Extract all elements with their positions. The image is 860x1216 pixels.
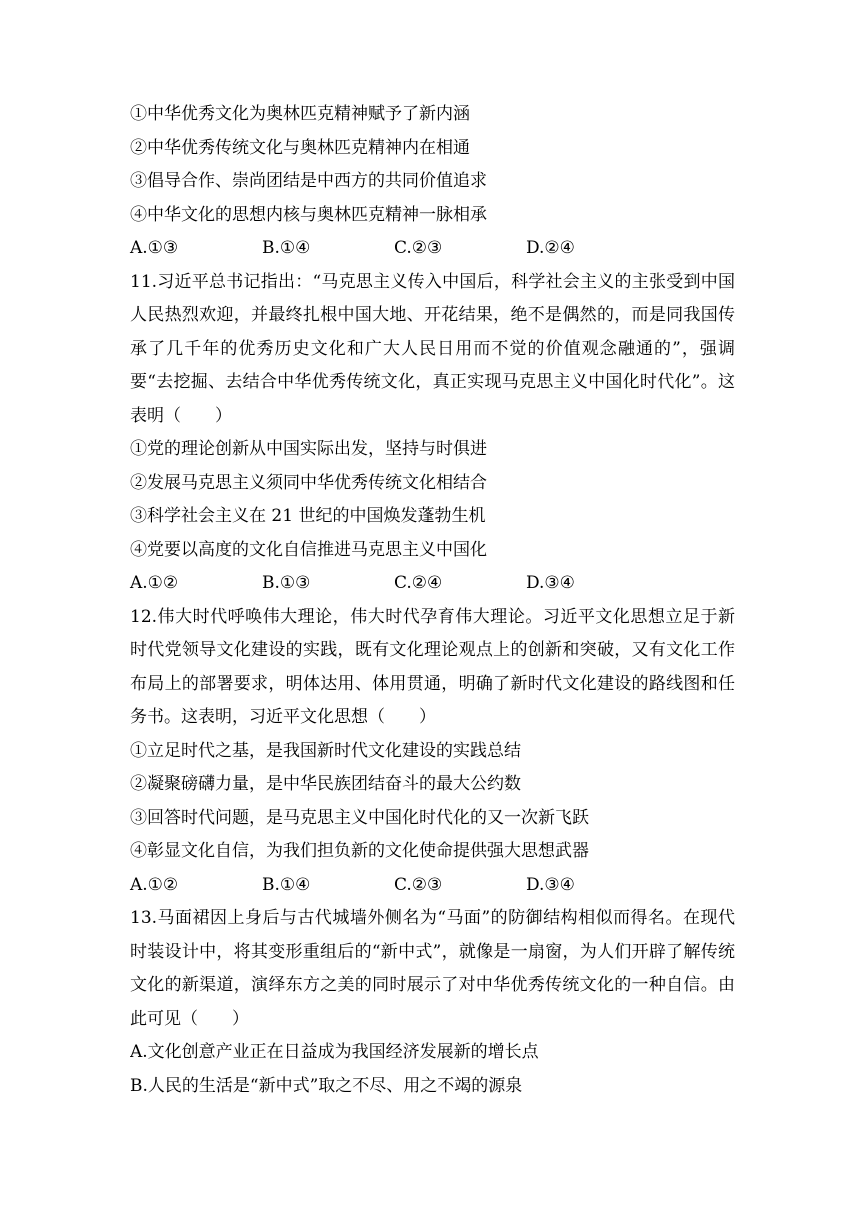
q12-choice-a: A.①② [130, 874, 179, 895]
q11-choice-c: C.②④ [394, 573, 443, 593]
q12-option-1: ①立足时代之基，是我国新时代文化建设的实践总结 [130, 740, 521, 761]
q13-option-a: A.文化创意产业正在日益成为我国经济发展新的增长点 [130, 1042, 539, 1062]
q12-option-4: ④彰显文化自信，为我们担负新的文化使命提供强大思想武器 [130, 841, 589, 861]
q11-option-1: ①党的理论创新从中国实际出发，坚持与时俱进 [130, 439, 487, 459]
q10-option-1: ①中华优秀文化为奥林匹克精神赋予了新内涵 [130, 104, 470, 124]
q13-stem: 13.马面裙因上身后与古代城墙外侧名为“马面”的防御结构相似而得名。在现代时装设计中，将其变形重组后的“新中式”，就像是一扇窗，为人们开辟了解传统文化的新渠道，演绎东方之美的同时展示了对中华优秀传统文化的一种自信。由此可见（ ） [130, 908, 735, 1029]
q10-choice-a: A.①③ [130, 238, 179, 258]
q12-choice-d: D.③④ [526, 874, 575, 895]
question-10 [130, 98, 735, 266]
q10-choice-d: D.②④ [526, 238, 575, 258]
q13-option-b: B.人民的生活是“新中式”取之不尽、用之不竭的源泉 [130, 1075, 523, 1096]
question-13 [130, 902, 735, 1103]
question-page [130, 98, 735, 1103]
q11-option-3: ③科学社会主义在 21 世纪的中国焕发蓬勃生机 [130, 506, 486, 526]
q10-option-4: ④中华文化的思想内核与奥林匹克精神一脉相承 [130, 204, 487, 225]
q12-choices [130, 869, 735, 903]
q10-choice-b: B.①④ [262, 238, 311, 258]
q12-stem: 12.伟大时代呼唤伟大理论，伟大时代孕育伟大理论。习近平文化思想立足于新时代党领导文化建设的实践，既有文化理论观点上的创新和突破，又有文化工作布局上的部署要求，明体达用、体用贯通，明确了新时代文化建设的路线图和任务书。这表明，习近平文化思想（ ） [130, 606, 735, 727]
q11-choice-d: D.③④ [526, 573, 575, 593]
q11-option-4: ④党要以高度的文化自信推进马克思主义中国化 [130, 539, 487, 560]
q12-choice-b: B.①④ [262, 874, 311, 895]
q11-choice-b: B.①③ [262, 573, 311, 593]
q12-choice-c: C.②③ [394, 874, 443, 895]
q10-choices [130, 232, 735, 266]
q12-option-2: ②凝聚磅礴力量，是中华民族团结奋斗的最大公约数 [130, 774, 521, 794]
q11-option-2: ②发展马克思主义须同中华优秀传统文化相结合 [130, 472, 487, 493]
q10-choice-c: C.②③ [394, 238, 443, 258]
q10-option-3: ③倡导合作、崇尚团结是中西方的共同价值追求 [130, 171, 487, 191]
q11-stem: 11.习近平总书记指出：“马克思主义传入中国后，科学社会主义的主张受到中国人民热烈欢迎，并最终扎根中国大地、开花结果，绝不是偶然的，而是同我国传承了几千年的优秀历史文化和广大人民日用而不觉的价值观念融通的”，强调要“去挖掘、去结合中华优秀传统文化，真正实现马克思主义中国化时代化”。这表明（ ） [130, 271, 735, 426]
q11-choice-a: A.①② [130, 573, 179, 593]
q12-option-3: ③回答时代问题，是马克思主义中国化时代化的又一次新飞跃 [130, 807, 589, 828]
question-12 [130, 601, 735, 903]
question-11 [130, 266, 735, 601]
q11-choices [130, 567, 735, 601]
q10-option-2: ②中华优秀传统文化与奥林匹克精神内在相通 [130, 137, 470, 158]
